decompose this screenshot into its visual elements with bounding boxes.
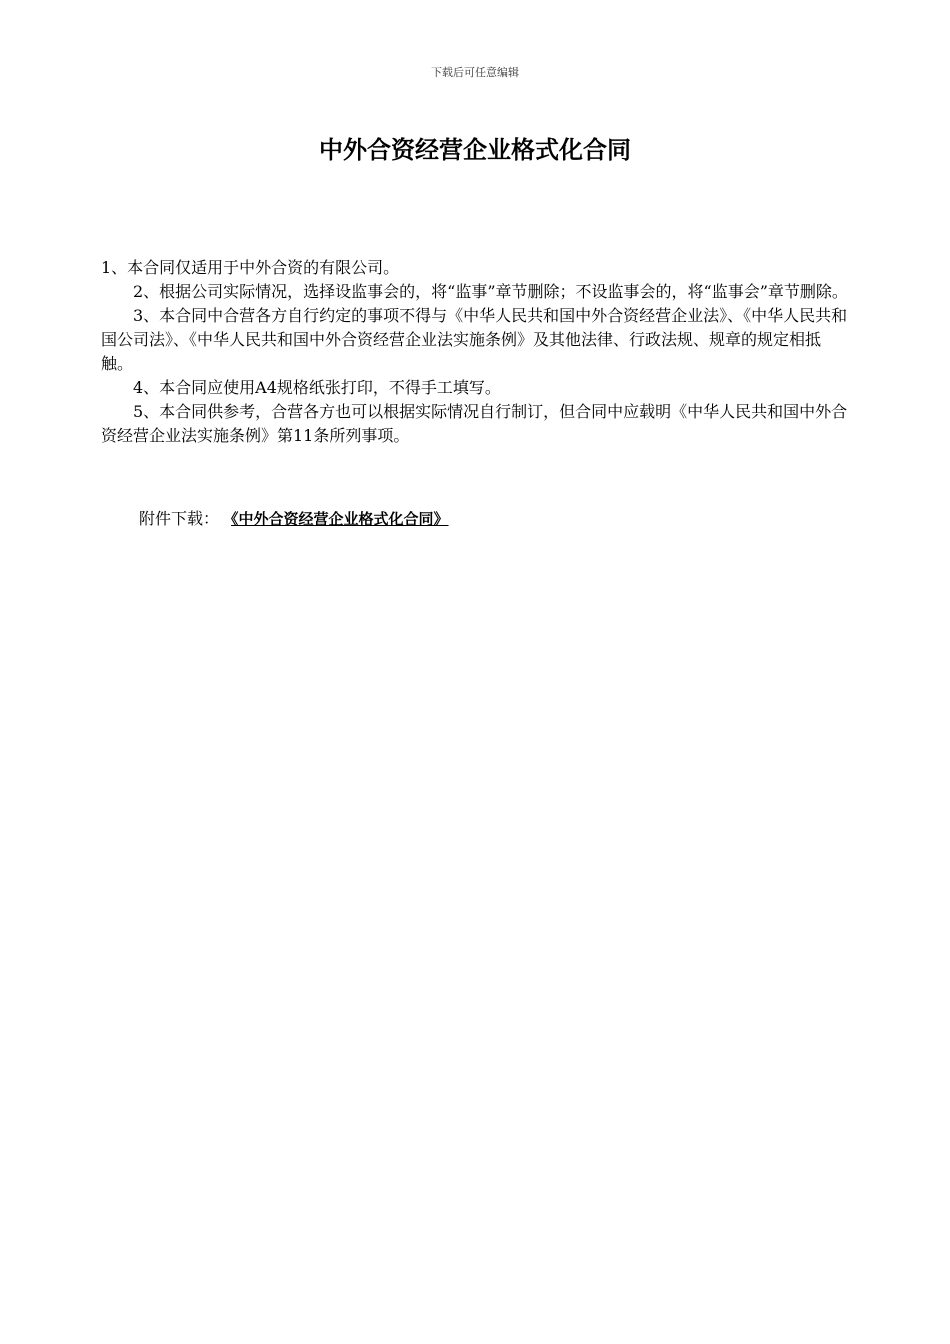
attachment-label: 附件下载： (139, 509, 220, 528)
paragraph-3: 3、本合同中合营各方自行约定的事项不得与《中华人民共和国中外合资经营企业法》、《中华人民共和国公司法》、《中华人民共和国中外合资经营企业法实施条例》及其他法律、行政法规、规章的规定相抵触。 (101, 306, 848, 373)
paragraph-4: 4、本合同应使用A4规格纸张打印，不得手工填写。 (133, 378, 501, 397)
instructions-body (101, 256, 849, 448)
paragraph-5: 5、本合同供参考，合营各方也可以根据实际情况自行制订，但合同中应载明《中华人民共和国中外合资经营企业法实施条例》第11条所列事项。 (101, 402, 848, 445)
header-note: 下载后可任意编辑 (431, 66, 519, 79)
attachment-row (139, 507, 453, 531)
paragraph-1: 1、本合同仅适用于中外合资的有限公司。 (101, 258, 400, 277)
paragraph-2: 2、根据公司实际情况，选择设监事会的，将“监事”章节删除；不设监事会的，将“监事会”章节删除。 (133, 282, 848, 301)
attachment-download-link[interactable]: 《中外合资经营企业格式化合同》 (231, 510, 449, 528)
document-title: 中外合资经营企业格式化合同 (319, 136, 631, 164)
